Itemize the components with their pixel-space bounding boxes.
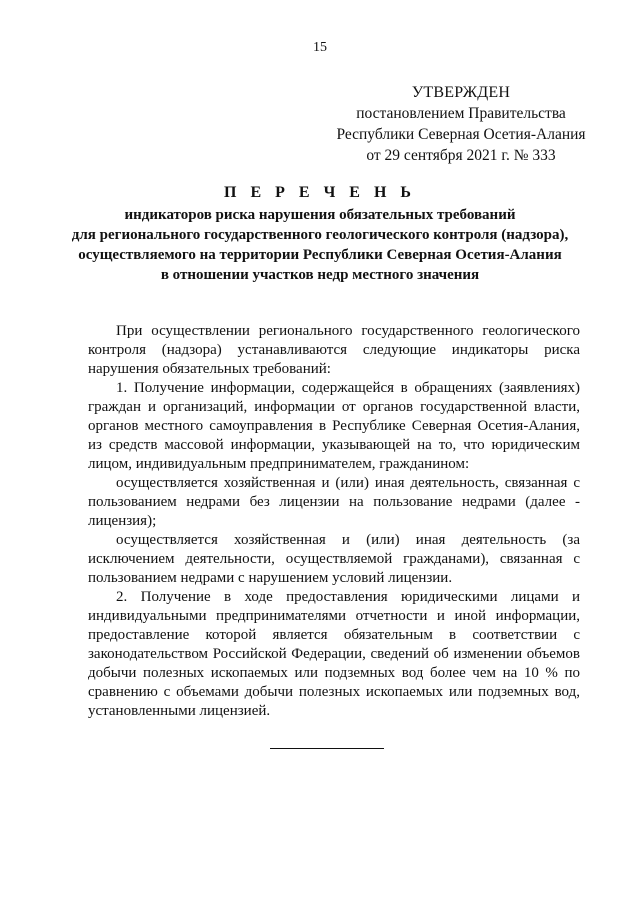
- approval-line: постановлением Правительства: [356, 105, 566, 122]
- item-2-paragraph: 2. Получение в ходе предоставления юридическими лицами и индивидуальными предпринимателями отчетности и иной информации, предоставление которой является обязательным в соответствии с законодательством Российской Федерации, сведений об изменении объемов добычи полезных ископаемых или подземных вод более чем на 10 % по сравнению с объемами добычи полезных ископаемых или подземных вод, установленными лицензией.: [88, 589, 580, 719]
- title-heading: П Е Р Е Ч Е Н Ь: [224, 184, 416, 201]
- title-line: в отношении участков недр местного значения: [160, 267, 480, 283]
- intro-paragraph: При осуществлении регионального государственного геологического контроля (надзора) устанавливаются следующие индикаторы риска нарушения обязательных требований:: [88, 323, 580, 377]
- approval-line: Республики Северная Осетия-Алания: [336, 126, 586, 143]
- item-1-subparagraph: осуществляется хозяйственная и (или) иная деятельность (за исключением деятельности, осуществляемой гражданами), связанная с пользованием недрами с нарушением условий лицензии.: [88, 532, 580, 586]
- page-number: 15: [313, 40, 327, 55]
- title-line: для регионального государственного геологического контроля (надзора),: [71, 227, 569, 243]
- item-1-subparagraph: осуществляется хозяйственная и (или) иная деятельность, связанная с пользованием недрами без лицензии на пользование недрами (далее - лицензия);: [88, 475, 580, 529]
- item-1-paragraph: 1. Получение информации, содержащейся в обращениях (заявлениях) граждан и организаций, информации от органов государственной власти, органов местного самоуправления в Республике Северная Осетия-Алания, из средств массовой информации, указывающей на то, что юридическим лицом, индивидуальным предпринимателем, гражданином:: [88, 380, 580, 472]
- document-body: [88, 322, 580, 721]
- document-title: [60, 183, 580, 285]
- title-line: осуществляемого на территории Республики Северная Осетия-Алания: [78, 247, 562, 263]
- approval-heading: УТВЕРЖДЕН: [411, 84, 511, 101]
- approval-stamp: [330, 82, 592, 166]
- title-line: индикаторов риска нарушения обязательных требований: [124, 207, 516, 223]
- end-separator-line: [270, 748, 384, 749]
- approval-date: от 29 сентября 2021 г. № 333: [366, 147, 556, 164]
